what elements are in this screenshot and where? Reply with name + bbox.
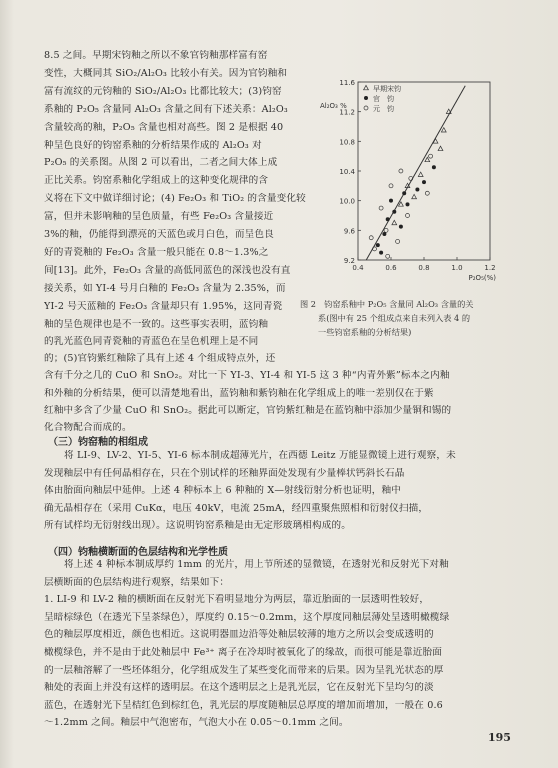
section4-line: 呈暗棕绿色（在透光下呈茶绿色），厚度约 0.15～0.2mm，这个厚度同釉层薄处呈透明橄榄绿 — [44, 611, 450, 623]
section4-line: ～1.2mm 之间。釉层中气泡密布，气泡大小在 0.05～0.1mm 之间。 — [44, 717, 349, 729]
data-point — [399, 169, 403, 173]
left-paragraph-line: P₂O₅ 的关系图。从图 2 可以看出，二者之间大体上成 — [44, 157, 278, 169]
full-paragraph-line: 和外釉的分析结果，便可以清楚地看出，蓝钧釉和紫钧釉在化学组成上的唯一差别仅在于紫 — [44, 387, 434, 399]
data-point — [412, 194, 417, 198]
data-point — [386, 254, 390, 258]
data-point — [429, 154, 433, 158]
data-point — [432, 165, 436, 169]
y-axis-label: Al₂O₃ % — [320, 102, 347, 110]
left-paragraph-line: 义将在下文中做详细讨论；(4) Fe₂O₃ 和 TiO₂ 的含量变化较 — [44, 193, 306, 205]
section3-line: 确无晶相存在（采用 CuKα，电压 40kV，电流 25mA，经四重聚焦照相和衍射仪扫描， — [44, 502, 429, 514]
section-4-heading: （四）钧釉横断面的色层结构和光学性质 — [48, 547, 228, 558]
x-tick-label: 1.2 — [484, 264, 496, 272]
section4-line: 1. LI-9 和 LV-2 釉的横断面在反射光下看明显地分为两层，靠近胎面的一层透明性较好， — [44, 594, 430, 606]
section4-line: 色的釉层厚度相近，颜色也相近。这说明器皿边沿等处釉层较薄的地方之所以会变成透明的 — [44, 629, 434, 641]
left-paragraph-line: 接关系，如 YI-4 号月白釉的 Fe₂O₃ 含量为 2.35%，而 — [44, 282, 286, 294]
y-tick-label: 10.8 — [339, 138, 355, 147]
data-point — [425, 191, 429, 195]
y-tick-label: 9.6 — [343, 227, 355, 236]
left-paragraph-line: 好的青瓷釉的 Fe₂O₃ 含量一般只能在 0.8～1.3%之 — [44, 246, 269, 258]
legend-label: 官 钧 — [373, 95, 394, 103]
x-tick-label: 1.0 — [451, 264, 463, 272]
full-paragraph-line: 含有千分之几的 CuO 和 SnO₂。对比一下 YI-3、YI-4 和 YI-5 这 3 种“内青外紫”标本之内釉 — [44, 370, 450, 382]
data-point — [425, 157, 430, 161]
data-point — [369, 236, 373, 240]
chart-svg — [318, 70, 498, 288]
left-paragraph-line: 富，但并未影响釉的呈色质量，有些 Fe₂O₃ 含量接近 — [44, 211, 274, 223]
y-tick-label: 11.6 — [339, 79, 355, 87]
section4-line: 橄榄绿色，并不是由于此处釉层中 Fe³⁺ 离子在冷却时被氧化了的缘故，而很可能是靠近胎面 — [44, 647, 442, 658]
left-paragraph-line: 釉的呈色规律也是不一致的。这些事实表明，蓝钧釉 — [44, 318, 269, 330]
data-point — [376, 243, 380, 247]
data-point — [422, 180, 426, 184]
full-paragraph-line: 红釉中多含了少量 CuO 和 SnO₂。据此可以断定，官钧紫红釉是在蓝钧釉中添加少量铜和锡的 — [44, 404, 452, 416]
data-point — [406, 214, 410, 218]
section-3-heading: （三）钧窑釉的相组成 — [48, 437, 148, 448]
legend-marker — [364, 106, 368, 110]
data-point — [379, 251, 383, 255]
data-point — [379, 206, 383, 210]
y-tick-label: 10.0 — [339, 197, 355, 206]
left-paragraph-line: 间[13]。此外，Fe₂O₃ 含量的高低同蓝色的深浅也没有直 — [44, 264, 291, 276]
data-point — [384, 228, 388, 232]
legend-label: 早期宋钧 — [373, 85, 401, 93]
data-point — [438, 146, 443, 150]
section4-line: 将上述 4 种标本制成厚约 1mm 的光片，用上节所述的显微镜，在透射光和反射光下对釉 — [64, 559, 449, 570]
data-point — [392, 220, 397, 224]
data-point — [402, 191, 406, 195]
y-tick-label: 10.4 — [339, 168, 355, 176]
left-paragraph-line: 8.5 之间。早期宋钧釉之所以不象官钧釉那样富有窑 — [44, 50, 268, 61]
data-point — [389, 184, 393, 188]
left-paragraph-line: 含量较高的釉，P₂O₅ 含量也相对高些。图 2 是根据 40 — [44, 121, 284, 133]
section4-line: 釉处的表面上并没有这样的透明层。在这个透明层之上是乳光层，它在反射光下呈均匀的淡 — [44, 682, 434, 694]
x-tick-label: 0.4 — [352, 264, 364, 272]
section3-line: 将 LI-9、LV-2、YI-5、YI-6 标本制成超薄光片，在西德 Leitz 万能显微镜上进行观察，未 — [64, 450, 456, 461]
section4-line: 层横断面的色层结构进行观察，结果如下： — [44, 576, 230, 588]
left-paragraph-line: 3%的釉，仍能得到漂亮的天蓝色或月白色，而呈色良 — [44, 229, 274, 240]
y-tick-label: 9.2 — [343, 257, 355, 265]
section3-line: 所有试样均无衍射线出现）。这说明钧窑系釉是由无定形玻璃相构成的。 — [44, 520, 351, 532]
full-paragraph-line: 化合物配合而成的。 — [44, 422, 132, 433]
x-tick-label: 0.6 — [385, 264, 397, 272]
legend-marker — [364, 96, 368, 100]
data-point — [399, 225, 403, 229]
left-paragraph-line: 变性，大概同其 SiO₂/Al₂O₃ 比较小有关。因为官钧釉和 — [44, 67, 288, 79]
data-point — [396, 239, 400, 243]
section4-line: 的一层釉溶解了一些坯体组分，化学组成发生了某些变化而带来的后果。因为呈乳光状态的厚 — [44, 664, 444, 676]
left-paragraph-line: 种呈色良好的钧窑系釉的分析结果作成的 Al₂O₃ 对 — [44, 139, 262, 151]
full-paragraph-line: 的乳光蓝色同青瓷釉的青蓝色在呈色机理上是不同 — [44, 336, 259, 347]
section3-line: 体由胎面向釉层中延伸。上述 4 种标本上 6 种釉的 X—射线衍射分析也证明，釉中 — [44, 485, 402, 497]
legend-label: 元 钧 — [373, 105, 394, 113]
left-paragraph-line: YI-2 号天蓝釉的 Fe₂O₃ 含量却只有 1.95%，这同青瓷 — [44, 300, 283, 312]
data-point — [415, 188, 419, 192]
data-point — [392, 210, 396, 214]
data-point — [406, 202, 410, 206]
page-number: 195 — [488, 731, 511, 744]
figure-2-chart — [318, 70, 498, 288]
data-point — [386, 217, 390, 221]
section3-line: 发现釉层中有任何晶相存在，只在个别试样的坯釉界面处发现有少量棒状钙斜长石晶 — [44, 467, 405, 479]
figure-caption-line: 一些钧窑系釉的分析结果) — [318, 327, 412, 337]
figure-caption-line: 系(图中有 25 个组成点来自未列入表 4 的 — [318, 313, 471, 323]
y-tick-label: 11.2 — [339, 108, 355, 117]
left-paragraph-line: 正比关系。钧窑系釉化学组成上的这种变化规律的含 — [44, 175, 269, 187]
full-paragraph-line: 的；(5)官钧紫红釉除了具有上述 4 个组成特点外，还 — [44, 353, 276, 365]
legend-marker — [364, 85, 369, 89]
figure-caption-line: 图 2 钧窑系釉中 P₂O₅ 含量同 Al₂O₃ 含量的关 — [300, 299, 474, 309]
x-tick-label: 0.8 — [418, 264, 430, 272]
x-axis-label: P₂O₅(%) — [468, 274, 496, 282]
left-paragraph-line: 富有流纹的元钧釉的 SiO₂/Al₂O₃ 比都比较大；(3)钧窑 — [44, 85, 282, 97]
data-point — [389, 199, 393, 203]
left-paragraph-line: 系釉的 P₂O₅ 含量同 Al₂O₃ 含量之间有下述关系：Al₂O₃ — [44, 103, 288, 115]
section4-line: 蓝色，在透射光下呈桔红色到棕红色，乳光层的厚度随釉层总厚度的增加而增加，一般在 0.6 — [44, 699, 443, 711]
data-point — [418, 172, 423, 176]
data-point — [441, 128, 446, 132]
